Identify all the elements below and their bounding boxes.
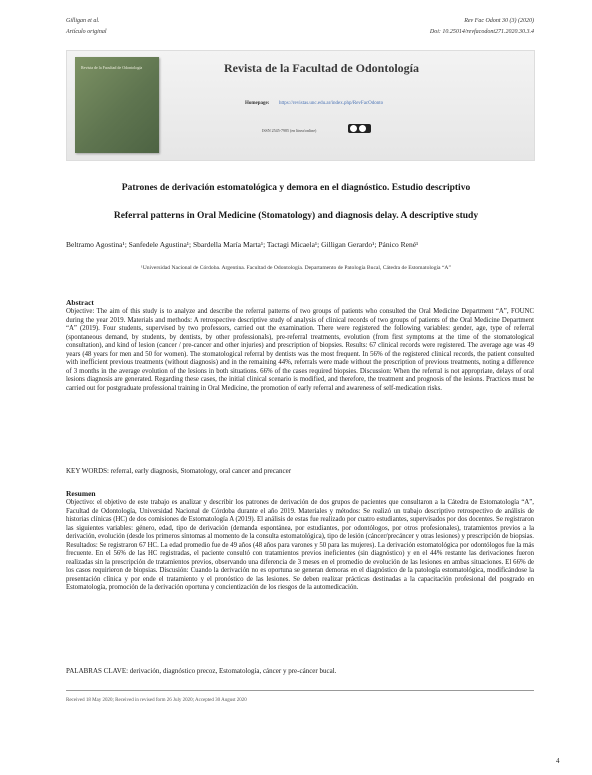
journal-cover-image xyxy=(75,57,159,153)
article-title-spanish: Patrones de derivación estomatológica y demora en el diagnóstico. Estudio descriptivo xyxy=(121,183,471,193)
affiliation: ¹Universidad Nacional de Córdoba. Argentina. Facultad de Odontología. Departamento de Patología Bucal, Cátedra de Estomatología “A” xyxy=(141,265,451,271)
author-list: Beltramo Agostina¹; Sanfedele Agustina¹; Sbardella María Marta¹; Tactagi Micaela¹; Gilligan Gerardo¹; Pánico René¹ xyxy=(66,240,419,249)
abstract-heading: Abstract xyxy=(66,298,94,307)
issn-text: ISSN 2545-7985 (en línea/online) xyxy=(262,128,317,133)
cover-title: Revista de la Facultad de Odontología xyxy=(81,65,143,70)
homepage-label: Homepage: xyxy=(245,101,270,106)
abstract-keywords: KEY WORDS: referral, early diagnosis, Stomatology, oral cancer and precancer xyxy=(66,467,292,475)
homepage-link[interactable]: https://revistas.unc.edu.ar/index.php/RevFacOdonto xyxy=(279,101,384,106)
journal-banner xyxy=(66,50,535,161)
creative-commons-icon xyxy=(348,124,371,133)
resumen-heading: Resumen xyxy=(66,489,96,498)
header-article-type: Artículo original xyxy=(66,29,107,35)
header-doi: Doi: 10.25014/revfacodont271.2020.30.3.4 xyxy=(429,29,534,35)
received-dates: Received 18 May 2020; Received in revised form 26 July 2020; Accepted 30 August 2020 xyxy=(66,698,247,703)
article-title-english: Referral patterns in Oral Medicine (Stomatology) and diagnosis delay. A descriptive study xyxy=(113,211,479,221)
resumen-text: Objectivo: el objetivo de este trabajo es analizar y describir los patrones de derivación de dos grupos de pacientes que consultaron a la Cátedra de Estomatología “A”, Facultad de Odontología, Universidad Nacional de Córdoba durante el año 2019. Materiales y métodos: Se realizó un trabajo descriptivo retrospectivo de análisis de historias clínicas (HC) de dos comisiones de Estomatología A (2019). El análisis de estas fue realizado por cuatro estudiantes, supervisados por dos docentes. Se registraron las siguientes variables: género, edad, tipo de derivación (demanda espontánea, por estudiantes, por odontólogos, por otros profesionales), tratamientos previos a la derivación, evolución (desde los primeros síntomas al momento de la consulta estomatológica), tipo de lesión (cáncer/precáncer y otras lesiones) y prescripción de biopsias. Resultados: Se registraron 67 HC. La edad promedio fue de 49 años (48 años para varones y 50 para las mujeres). La derivación estomatológica por odontólogos fue la más frecuente. En el 56% de las HC registradas, el paciente consultó con tratamientos previos ineficientes (sin diagnóstico) y en el 44% restante las derivaciones fueron realizadas sin la prescripción de tratamientos previos, observando una diferencia de 3 meses en el promedio de evolución de las lesiones en ambas situaciones. El 66% de los casos requirieron de biopsias. Discusión: Cuando la derivación no es oportuna se generan demoras en el diagnóstico de la patología estomatológica, modificándose la presentación clínica y por ende el tratamiento y el pronóstico de las lesiones. Se deben realizar prácticas destinadas a la capacitación profesional del posgrado en Estomatología, promoción de la derivación oportuna y concientización de los riesgos de la automedicación. xyxy=(66,499,534,591)
resumen-keywords: PALABRAS CLAVE: derivación, diagnóstico precoz, Estomatología, cáncer y pre-cáncer bucal. xyxy=(66,667,337,675)
header-authors: Gilligan et al. xyxy=(66,18,100,24)
header-journal-ref: Rev Fac Odont 30 (3) (2020) xyxy=(464,18,534,24)
footer-divider xyxy=(66,690,534,691)
journal-title: Revista de la Facultad de Odontología xyxy=(224,61,420,75)
abstract-text: Objective: The aim of this study is to analyze and describe the referral patterns of two groups of patients who consulted the Oral Medicine Department “A”, FOUNC during the year 2019. Materials and methods: A retrospective descriptive study of analysis of clinical records of two groups of patients of the Oral Medicine Department “A” (2019). Four students, supervised by two professors, carried out the examination. There were registered the following variables: gender, age, type of referral (spontaneous demand, by students, by dentists, by other professionals), pre-referral treatments, evolution (from first symptoms at the time of the stomatological consultation), and kind of lesion (cancer / pre-cancer and other injuries) and prescription of biopsies. Results: 67 clinical records were registered. The average age was 49 years (48 years for men and 50 for women). The stomatological referral by dentists was the most frequent. In 56% of the registered clinical records, the patient consulted with inefficient previous treatments (without diagnosis) and in the remaining 44%, referrals were made without the prescription of previous treatments, noting a difference of 3 months in the average evolution of the lesions in both situations. 66% of the cases required biopsies. Discussion: When the referral is not appropriate, delays of oral lesions diagnosis are generated. Regarding these cases, the initial clinical scenario is modified, and therefore, the treatment and prognosis of the lesions. Practices must be carried out for postgraduate professional training in Oral Medicine, the promotion of early referral and awareness of self-medication risks. xyxy=(66,308,534,392)
page-number: 4 xyxy=(556,757,560,765)
